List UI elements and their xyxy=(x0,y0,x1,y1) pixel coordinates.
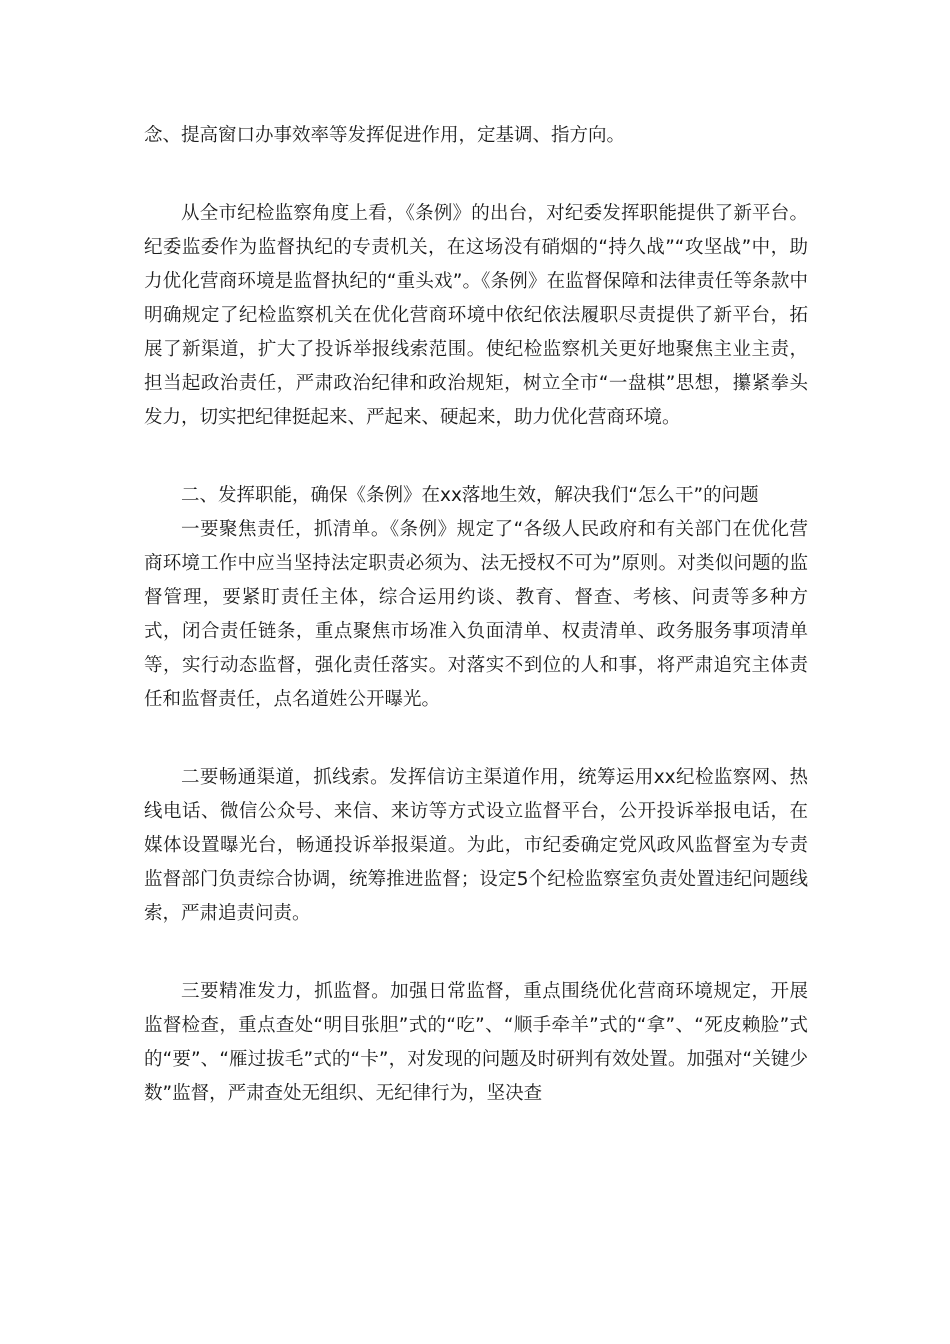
paragraph-gap xyxy=(144,153,808,197)
section-heading-two: 二、发挥职能，确保《条例》在xx落地生效，解决我们“怎么干”的问题 xyxy=(181,485,759,506)
paragraph-gap xyxy=(144,931,808,975)
paragraph-continuation: 念、提高窗口办事效率等发挥促进作用，定基调、指方向。 xyxy=(144,125,626,146)
paragraph-gap xyxy=(144,435,808,479)
paragraph-precise-supervision: 三要精准发力，抓监督。加强日常监督，重点围绕优化营商环境规定，开展监督检查，重点查处“明目张胆”式的“吃”、“顺手牵羊”式的“拿”、“死皮赖脸”式的“要”、“雁过拔毛”式的“卡”，对发现的问题及时研判有效处置。加强对“关键少数”监督，严肃查处无组织、无纪律行为，坚决查 xyxy=(144,981,808,1104)
document-body xyxy=(144,119,808,1111)
paragraph-city-perspective: 从全市纪检监察角度上看，《条例》的出台，对纪委发挥职能提供了新平台。纪委监委作为监督执纪的专责机关，在这场没有硝烟的“持久战”“攻坚战”中，助力优化营商环境是监督执纪的“重头戏”。《条例》在监督保障和法律责任等条款中明确规定了纪检监察机关在优化营商环境中依纪依法履职尽责提供了新平台，拓展了新渠道，扩大了投诉举报线索范围。使纪检监察机关更好地聚焦主业主责，担当起政治责任，严肃政治纪律和政治规矩，树立全市“一盘棋”思想，攥紧拳头发力，切实把纪律挺起来、严起来、硬起来，助力优化营商环境。 xyxy=(144,203,808,428)
paragraph-focus-responsibility: 一要聚焦责任，抓清单。《条例》规定了“各级人民政府和有关部门在优化营商环境工作中应当坚持法定职责必须为、法无授权不可为”原则。对类似问题的监督管理，要紧盯责任主体，综合运用约谈、教育、督查、考核、问责等多种方式，闭合责任链条，重点聚焦市场准入负面清单、权责清单、政务服务事项清单等，实行动态监督，强化责任落实。对落实不到位的人和事，将严肃追究主体责任和监督责任，点名道姓公开曝光。 xyxy=(144,519,808,710)
paragraph-open-channels: 二要畅通渠道，抓线索。发挥信访主渠道作用，统筹运用xx纪检监察网、热线电话、微信公众号、来信、来访等方式设立监督平台，公开投诉举报电话，在媒体设置曝光台，畅通投诉举报渠道。为此，市纪委确定党风政风监督室为专责监督部门负责综合协调，统筹推进监督；设定5个纪检监察室负责处置违纪问题线索，严肃追责问责。 xyxy=(144,767,808,924)
paragraph-gap xyxy=(144,717,808,761)
